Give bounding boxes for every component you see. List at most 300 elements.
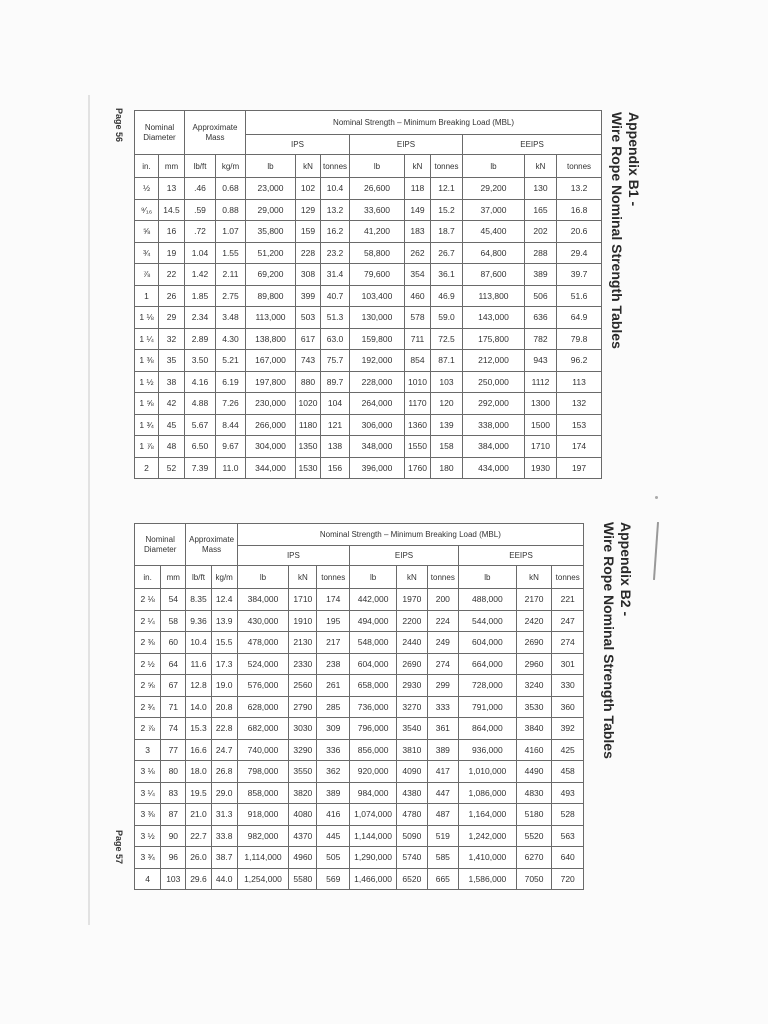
table-cell-ips-lb: 35,800 xyxy=(246,221,296,243)
table-cell-ips-tonnes: 16.2 xyxy=(321,221,350,243)
table-cell-mass-lb-ft: 14.0 xyxy=(186,696,211,718)
table-cell-eeips-kn: 506 xyxy=(525,285,557,307)
table-cell-ips-lb: 430,000 xyxy=(237,610,288,632)
table-cell-mass-kg-m: 1.55 xyxy=(216,242,246,264)
page-fold-line xyxy=(88,95,90,925)
table-cell-eips-kn: 5740 xyxy=(397,847,427,869)
table-cell-eips-lb: 306,000 xyxy=(350,414,405,436)
table-cell-ips-kn: 2130 xyxy=(289,632,317,654)
table-cell-ips-lb: 918,000 xyxy=(237,804,288,826)
table-cell-diameter-in: ⅞ xyxy=(135,264,159,286)
table-cell-ips-kn: 102 xyxy=(296,178,321,200)
table-cell-mass-kg-m: 19.0 xyxy=(211,675,237,697)
table-cell-diameter-mm: 64 xyxy=(161,653,186,675)
table-cell-eeips-kn: 4160 xyxy=(516,739,552,761)
table-cell-mass-lb-ft: 6.50 xyxy=(185,436,216,458)
table-cell-eeips-kn: 3530 xyxy=(516,696,552,718)
table-cell-diameter-mm: 80 xyxy=(161,761,186,783)
table-cell-ips-lb: 798,000 xyxy=(237,761,288,783)
table-cell-mass-kg-m: 0.68 xyxy=(216,178,246,200)
table-cell-eeips-kn: 943 xyxy=(525,350,557,372)
table-cell-eips-kn: 711 xyxy=(405,328,431,350)
table-cell-eips-lb: 1,466,000 xyxy=(350,868,397,890)
table-cell-eeips-kn: 1112 xyxy=(525,371,557,393)
table-cell-ips-lb: 982,000 xyxy=(237,825,288,847)
table-cell-mass-lb-ft: 8.35 xyxy=(186,589,211,611)
table-cell-diameter-mm: 52 xyxy=(159,457,185,479)
table-cell-diameter-in: 2 ¾ xyxy=(135,696,161,718)
table-cell-eips-kn: 4380 xyxy=(397,782,427,804)
table-cell-diameter-mm: 58 xyxy=(161,610,186,632)
table-cell-eeips-tonnes: 425 xyxy=(552,739,584,761)
table-cell-eeips-lb: 250,000 xyxy=(463,371,525,393)
table-row xyxy=(135,782,584,804)
table-cell-eips-tonnes: 72.5 xyxy=(431,328,463,350)
table-cell-ips-tonnes: 416 xyxy=(317,804,350,826)
table-cell-mass-kg-m: 26.8 xyxy=(211,761,237,783)
table-cell-eeips-kn: 2690 xyxy=(516,632,552,654)
table-cell-eips-kn: 854 xyxy=(405,350,431,372)
table-cell-eips-kn: 1970 xyxy=(397,589,427,611)
table-row xyxy=(135,804,584,826)
unit-header-ips-tonnes: tonnes xyxy=(321,155,350,178)
table-cell-eips-tonnes: 120 xyxy=(431,393,463,415)
table-cell-eeips-lb: 1,586,000 xyxy=(459,868,517,890)
table-cell-eeips-lb: 384,000 xyxy=(463,436,525,458)
table-cell-mass-kg-m: 2.75 xyxy=(216,285,246,307)
table-cell-ips-tonnes: 336 xyxy=(317,739,350,761)
table-cell-eeips-tonnes: 221 xyxy=(552,589,584,611)
table-cell-eips-kn: 3540 xyxy=(397,718,427,740)
table-cell-eeips-kn: 4830 xyxy=(516,782,552,804)
table-cell-ips-kn: 5580 xyxy=(289,868,317,890)
table-cell-ips-tonnes: 75.7 xyxy=(321,350,350,372)
unit-header-eeips-kn: kN xyxy=(516,566,552,589)
table-cell-eeips-lb: 791,000 xyxy=(459,696,517,718)
table-row xyxy=(135,242,602,264)
table-cell-mass-lb-ft: .46 xyxy=(185,178,216,200)
table-cell-eips-lb: 856,000 xyxy=(350,739,397,761)
table-cell-eeips-tonnes: 360 xyxy=(552,696,584,718)
unit-header-eips-tonnes: tonnes xyxy=(431,155,463,178)
table-cell-ips-kn: 4080 xyxy=(289,804,317,826)
table-cell-eeips-kn: 5180 xyxy=(516,804,552,826)
table-cell-eips-lb: 58,800 xyxy=(350,242,405,264)
table-cell-ips-kn: 1710 xyxy=(289,589,317,611)
table-cell-eips-lb: 192,000 xyxy=(350,350,405,372)
table-cell-diameter-mm: 74 xyxy=(161,718,186,740)
table-cell-ips-tonnes: 23.2 xyxy=(321,242,350,264)
table-cell-ips-tonnes: 174 xyxy=(317,589,350,611)
table-cell-eeips-lb: 37,000 xyxy=(463,199,525,221)
table-cell-eeips-tonnes: 640 xyxy=(552,847,584,869)
table-cell-eips-tonnes: 12.1 xyxy=(431,178,463,200)
table-cell-ips-kn: 2560 xyxy=(289,675,317,697)
table-cell-eips-tonnes: 15.2 xyxy=(431,199,463,221)
table-cell-eeips-tonnes: 20.6 xyxy=(557,221,602,243)
unit-header-mass-lb-ft: lb/ft xyxy=(186,566,211,589)
table-cell-mass-kg-m: 5.21 xyxy=(216,350,246,372)
table-cell-diameter-mm: 14.5 xyxy=(159,199,185,221)
table-cell-ips-kn: 1530 xyxy=(296,457,321,479)
table-cell-eips-tonnes: 26.7 xyxy=(431,242,463,264)
table-cell-eips-kn: 4090 xyxy=(397,761,427,783)
table-cell-mass-lb-ft: 15.3 xyxy=(186,718,211,740)
appendix-b2-heading xyxy=(600,522,634,759)
table-cell-ips-lb: 51,200 xyxy=(246,242,296,264)
table-cell-eeips-tonnes: 392 xyxy=(552,718,584,740)
table-cell-eips-lb: 103,400 xyxy=(350,285,405,307)
table-cell-eeips-tonnes: 96.2 xyxy=(557,350,602,372)
table-cell-mass-kg-m: 12.4 xyxy=(211,589,237,611)
unit-header-diameter-in: in. xyxy=(135,155,159,178)
table-cell-eips-kn: 2690 xyxy=(397,653,427,675)
table-cell-ips-tonnes: 285 xyxy=(317,696,350,718)
table-cell-eeips-tonnes: 39.7 xyxy=(557,264,602,286)
table-cell-ips-kn: 228 xyxy=(296,242,321,264)
table-cell-mass-lb-ft: 29.6 xyxy=(186,868,211,890)
table-cell-eeips-tonnes: 113 xyxy=(557,371,602,393)
table-cell-eeips-kn: 1710 xyxy=(525,436,557,458)
table-cell-eips-tonnes: 417 xyxy=(427,761,458,783)
table-cell-mass-kg-m: 4.30 xyxy=(216,328,246,350)
table-cell-diameter-in: 1 ⅞ xyxy=(135,436,159,458)
table-cell-eeips-lb: 864,000 xyxy=(459,718,517,740)
table-cell-diameter-in: 3 ½ xyxy=(135,825,161,847)
table-cell-mass-lb-ft: 9.36 xyxy=(186,610,211,632)
table-cell-eips-tonnes: 180 xyxy=(431,457,463,479)
table-cell-mass-kg-m: 15.5 xyxy=(211,632,237,654)
table-cell-ips-kn: 308 xyxy=(296,264,321,286)
table-cell-ips-tonnes: 505 xyxy=(317,847,350,869)
table-cell-diameter-mm: 19 xyxy=(159,242,185,264)
table-row xyxy=(135,457,602,479)
table-cell-ips-kn: 2330 xyxy=(289,653,317,675)
table-cell-eips-tonnes: 59.0 xyxy=(431,307,463,329)
table-cell-eips-lb: 442,000 xyxy=(350,589,397,611)
table-cell-eeips-lb: 175,800 xyxy=(463,328,525,350)
table-cell-eips-tonnes: 158 xyxy=(431,436,463,458)
table-cell-eeips-lb: 544,000 xyxy=(459,610,517,632)
table-cell-mass-lb-ft: 7.39 xyxy=(185,457,216,479)
table-cell-eips-lb: 33,600 xyxy=(350,199,405,221)
table-cell-ips-lb: 89,800 xyxy=(246,285,296,307)
table-cell-ips-kn: 1020 xyxy=(296,393,321,415)
table-cell-eeips-kn: 288 xyxy=(525,242,557,264)
table-cell-diameter-mm: 16 xyxy=(159,221,185,243)
table-cell-diameter-mm: 96 xyxy=(161,847,186,869)
table-cell-mass-lb-ft: 1.85 xyxy=(185,285,216,307)
table-cell-ips-lb: 384,000 xyxy=(237,589,288,611)
table-cell-ips-lb: 167,000 xyxy=(246,350,296,372)
table-cell-ips-lb: 524,000 xyxy=(237,653,288,675)
table-cell-ips-tonnes: 10.4 xyxy=(321,178,350,200)
table-cell-eips-lb: 1,074,000 xyxy=(350,804,397,826)
table-cell-eips-kn: 578 xyxy=(405,307,431,329)
table-cell-ips-lb: 1,114,000 xyxy=(237,847,288,869)
table-cell-eips-lb: 1,290,000 xyxy=(350,847,397,869)
table-cell-eeips-kn: 2420 xyxy=(516,610,552,632)
table-cell-eips-kn: 183 xyxy=(405,221,431,243)
table-cell-mass-lb-ft: 2.34 xyxy=(185,307,216,329)
unit-header-eips-kn: kN xyxy=(405,155,431,178)
table-cell-eips-kn: 2930 xyxy=(397,675,427,697)
table-cell-diameter-mm: 35 xyxy=(159,350,185,372)
table-cell-eips-tonnes: 299 xyxy=(427,675,458,697)
table-cell-eeips-tonnes: 528 xyxy=(552,804,584,826)
table-cell-eeips-kn: 130 xyxy=(525,178,557,200)
table-cell-eeips-lb: 434,000 xyxy=(463,457,525,479)
table-cell-eeips-kn: 1300 xyxy=(525,393,557,415)
table-cell-diameter-in: 1 ⅝ xyxy=(135,393,159,415)
table-cell-ips-lb: 344,000 xyxy=(246,457,296,479)
table-cell-eeips-tonnes: 274 xyxy=(552,632,584,654)
table-cell-eips-kn: 460 xyxy=(405,285,431,307)
table-cell-diameter-in: 2 ⅝ xyxy=(135,675,161,697)
table-row xyxy=(135,847,584,869)
table-cell-mass-lb-ft: 1.04 xyxy=(185,242,216,264)
table-cell-diameter-in: 4 xyxy=(135,868,161,890)
appendix-b1-label: Appendix B1 - xyxy=(626,112,642,207)
table-cell-diameter-mm: 90 xyxy=(161,825,186,847)
table-cell-ips-tonnes: 51.3 xyxy=(321,307,350,329)
table-cell-eips-kn: 3270 xyxy=(397,696,427,718)
table-row xyxy=(135,739,584,761)
table-cell-diameter-mm: 38 xyxy=(159,371,185,393)
table-cell-eeips-kn: 202 xyxy=(525,221,557,243)
table-cell-eeips-tonnes: 563 xyxy=(552,825,584,847)
table-row xyxy=(135,718,584,740)
table-row xyxy=(135,675,584,697)
table-cell-eips-tonnes: 36.1 xyxy=(431,264,463,286)
group-eeips-header: EEIPS xyxy=(463,135,602,155)
scan-speck xyxy=(655,496,658,499)
table-cell-ips-tonnes: 445 xyxy=(317,825,350,847)
unit-header-diameter-in: in. xyxy=(135,566,161,589)
table-cell-eeips-kn: 7050 xyxy=(516,868,552,890)
table-cell-eeips-lb: 488,000 xyxy=(459,589,517,611)
table-cell-ips-kn: 399 xyxy=(296,285,321,307)
table-cell-mass-kg-m: 2.11 xyxy=(216,264,246,286)
table-row xyxy=(135,264,602,286)
group-eips-header: EIPS xyxy=(350,546,459,566)
table-cell-eips-lb: 1,144,000 xyxy=(350,825,397,847)
unit-header-ips-lb: lb xyxy=(246,155,296,178)
table-cell-ips-tonnes: 362 xyxy=(317,761,350,783)
table-cell-mass-lb-ft: 18.0 xyxy=(186,761,211,783)
table-cell-ips-tonnes: 195 xyxy=(317,610,350,632)
table-cell-mass-lb-ft: 21.0 xyxy=(186,804,211,826)
table-cell-mass-lb-ft: 4.16 xyxy=(185,371,216,393)
table-cell-eips-lb: 920,000 xyxy=(350,761,397,783)
unit-header-eeips-tonnes: tonnes xyxy=(552,566,584,589)
table-cell-eeips-kn: 2960 xyxy=(516,653,552,675)
table-cell-mass-kg-m: 1.07 xyxy=(216,221,246,243)
table-cell-eips-lb: 228,000 xyxy=(350,371,405,393)
table-cell-diameter-in: 1 xyxy=(135,285,159,307)
table-cell-ips-kn: 743 xyxy=(296,350,321,372)
unit-header-diameter-mm: mm xyxy=(159,155,185,178)
table-cell-eips-tonnes: 139 xyxy=(431,414,463,436)
table-cell-eeips-kn: 1930 xyxy=(525,457,557,479)
table-row xyxy=(135,589,584,611)
table-cell-eips-lb: 396,000 xyxy=(350,457,405,479)
table-cell-ips-lb: 69,200 xyxy=(246,264,296,286)
header-row-strength xyxy=(135,111,602,135)
table-cell-mass-kg-m: 38.7 xyxy=(211,847,237,869)
table-row xyxy=(135,653,584,675)
table-cell-eeips-tonnes: 132 xyxy=(557,393,602,415)
table-cell-ips-lb: 858,000 xyxy=(237,782,288,804)
table-row xyxy=(135,436,602,458)
table-cell-ips-tonnes: 238 xyxy=(317,653,350,675)
table-cell-diameter-in: ⁹⁄₁₆ xyxy=(135,199,159,221)
table-cell-eeips-tonnes: 13.2 xyxy=(557,178,602,200)
unit-header-eeips-tonnes: tonnes xyxy=(557,155,602,178)
table-cell-eips-tonnes: 361 xyxy=(427,718,458,740)
table-row xyxy=(135,610,584,632)
table-cell-ips-lb: 266,000 xyxy=(246,414,296,436)
table-cell-eips-kn: 118 xyxy=(405,178,431,200)
table-cell-diameter-in: 2 ¼ xyxy=(135,610,161,632)
table-cell-diameter-in: 1 ⅛ xyxy=(135,307,159,329)
table-cell-eeips-tonnes: 153 xyxy=(557,414,602,436)
table-cell-mass-lb-ft: 2.89 xyxy=(185,328,216,350)
table-cell-mass-lb-ft: 1.42 xyxy=(185,264,216,286)
table-cell-ips-tonnes: 63.0 xyxy=(321,328,350,350)
table-cell-eips-lb: 494,000 xyxy=(350,610,397,632)
table-cell-eeips-kn: 1500 xyxy=(525,414,557,436)
table-cell-diameter-mm: 29 xyxy=(159,307,185,329)
table-cell-eips-lb: 984,000 xyxy=(350,782,397,804)
table-cell-mass-kg-m: 17.3 xyxy=(211,653,237,675)
table-cell-eips-tonnes: 665 xyxy=(427,868,458,890)
table-row xyxy=(135,632,584,654)
header-row-units xyxy=(135,566,584,589)
nominal-strength-header: Nominal Strength – Minimum Breaking Load (MBL) xyxy=(237,524,583,546)
table-cell-diameter-mm: 48 xyxy=(159,436,185,458)
table-cell-eips-kn: 1760 xyxy=(405,457,431,479)
table-cell-eeips-kn: 2170 xyxy=(516,589,552,611)
table-cell-ips-tonnes: 104 xyxy=(321,393,350,415)
table-cell-eeips-kn: 3240 xyxy=(516,675,552,697)
unit-header-eeips-lb: lb xyxy=(459,566,517,589)
appendix-b1-title: Wire Rope Nominal Strength Tables xyxy=(609,112,625,349)
table-cell-ips-lb: 304,000 xyxy=(246,436,296,458)
table-cell-ips-kn: 3030 xyxy=(289,718,317,740)
table-cell-mass-kg-m: 44.0 xyxy=(211,868,237,890)
table-cell-diameter-mm: 87 xyxy=(161,804,186,826)
table-cell-diameter-in: 1 ⅜ xyxy=(135,350,159,372)
table-cell-ips-lb: 1,254,000 xyxy=(237,868,288,890)
table-cell-eeips-lb: 292,000 xyxy=(463,393,525,415)
unit-header-eeips-kn: kN xyxy=(525,155,557,178)
table-cell-eeips-lb: 604,000 xyxy=(459,632,517,654)
table-cell-mass-lb-ft: 22.7 xyxy=(186,825,211,847)
table-cell-eeips-kn: 5520 xyxy=(516,825,552,847)
table-cell-eips-lb: 796,000 xyxy=(350,718,397,740)
appendix-b2-label: Appendix B2 - xyxy=(618,522,634,617)
table-cell-diameter-mm: 77 xyxy=(161,739,186,761)
table-cell-diameter-mm: 103 xyxy=(161,868,186,890)
table-cell-eips-lb: 658,000 xyxy=(350,675,397,697)
unit-header-ips-kn: kN xyxy=(296,155,321,178)
table-cell-mass-kg-m: 22.8 xyxy=(211,718,237,740)
header-row-units xyxy=(135,155,602,178)
table-cell-mass-kg-m: 9.67 xyxy=(216,436,246,458)
table-cell-mass-lb-ft: .72 xyxy=(185,221,216,243)
table-cell-eeips-lb: 728,000 xyxy=(459,675,517,697)
table-cell-mass-lb-ft: .59 xyxy=(185,199,216,221)
table-cell-ips-kn: 159 xyxy=(296,221,321,243)
table-cell-diameter-in: 1 ¾ xyxy=(135,414,159,436)
table-cell-eips-tonnes: 389 xyxy=(427,739,458,761)
table-cell-eips-tonnes: 274 xyxy=(427,653,458,675)
table-cell-eips-lb: 26,600 xyxy=(350,178,405,200)
table-cell-mass-lb-ft: 3.50 xyxy=(185,350,216,372)
table-cell-diameter-mm: 22 xyxy=(159,264,185,286)
table-cell-ips-tonnes: 31.4 xyxy=(321,264,350,286)
table-cell-eeips-kn: 165 xyxy=(525,199,557,221)
table-row xyxy=(135,761,584,783)
table-cell-eeips-kn: 389 xyxy=(525,264,557,286)
table-cell-eeips-tonnes: 301 xyxy=(552,653,584,675)
table-cell-ips-lb: 628,000 xyxy=(237,696,288,718)
table-cell-diameter-mm: 54 xyxy=(161,589,186,611)
unit-header-eeips-lb: lb xyxy=(463,155,525,178)
table-cell-eips-tonnes: 487 xyxy=(427,804,458,826)
table-cell-ips-lb: 478,000 xyxy=(237,632,288,654)
approx-mass-header: Approximate Mass xyxy=(185,111,246,155)
nominal-diameter-header: Nominal Diameter xyxy=(135,111,185,155)
table-cell-ips-tonnes: 309 xyxy=(317,718,350,740)
table-cell-ips-lb: 113,000 xyxy=(246,307,296,329)
unit-header-ips-tonnes: tonnes xyxy=(317,566,350,589)
table-cell-ips-kn: 2790 xyxy=(289,696,317,718)
table-cell-diameter-in: 3 ⅜ xyxy=(135,804,161,826)
table-row xyxy=(135,868,584,890)
table-cell-eeips-kn: 782 xyxy=(525,328,557,350)
table-cell-ips-lb: 682,000 xyxy=(237,718,288,740)
table-cell-mass-lb-ft: 4.88 xyxy=(185,393,216,415)
table-cell-ips-lb: 29,000 xyxy=(246,199,296,221)
table-cell-ips-lb: 576,000 xyxy=(237,675,288,697)
unit-header-eips-kn: kN xyxy=(397,566,427,589)
table-cell-mass-kg-m: 7.26 xyxy=(216,393,246,415)
table-cell-eeips-tonnes: 16.8 xyxy=(557,199,602,221)
table-cell-diameter-in: 3 ¼ xyxy=(135,782,161,804)
table-cell-eips-tonnes: 249 xyxy=(427,632,458,654)
table-cell-ips-tonnes: 389 xyxy=(317,782,350,804)
table-cell-eeips-lb: 64,800 xyxy=(463,242,525,264)
table-cell-diameter-in: 3 ¾ xyxy=(135,847,161,869)
unit-header-ips-lb: lb xyxy=(237,566,288,589)
table-cell-eips-lb: 548,000 xyxy=(350,632,397,654)
table-cell-eeips-tonnes: 51.6 xyxy=(557,285,602,307)
group-eips-header: EIPS xyxy=(350,135,463,155)
table-cell-eips-kn: 1170 xyxy=(405,393,431,415)
table-row xyxy=(135,328,602,350)
table-cell-diameter-mm: 67 xyxy=(161,675,186,697)
table-cell-diameter-in: 2 ⅛ xyxy=(135,589,161,611)
table-cell-eeips-kn: 6270 xyxy=(516,847,552,869)
table-cell-diameter-in: 2 ½ xyxy=(135,653,161,675)
table-cell-eips-tonnes: 18.7 xyxy=(431,221,463,243)
table-cell-mass-kg-m: 20.8 xyxy=(211,696,237,718)
nominal-strength-header: Nominal Strength – Minimum Breaking Load (MBL) xyxy=(246,111,602,135)
table-cell-ips-lb: 197,800 xyxy=(246,371,296,393)
table-cell-ips-tonnes: 13.2 xyxy=(321,199,350,221)
